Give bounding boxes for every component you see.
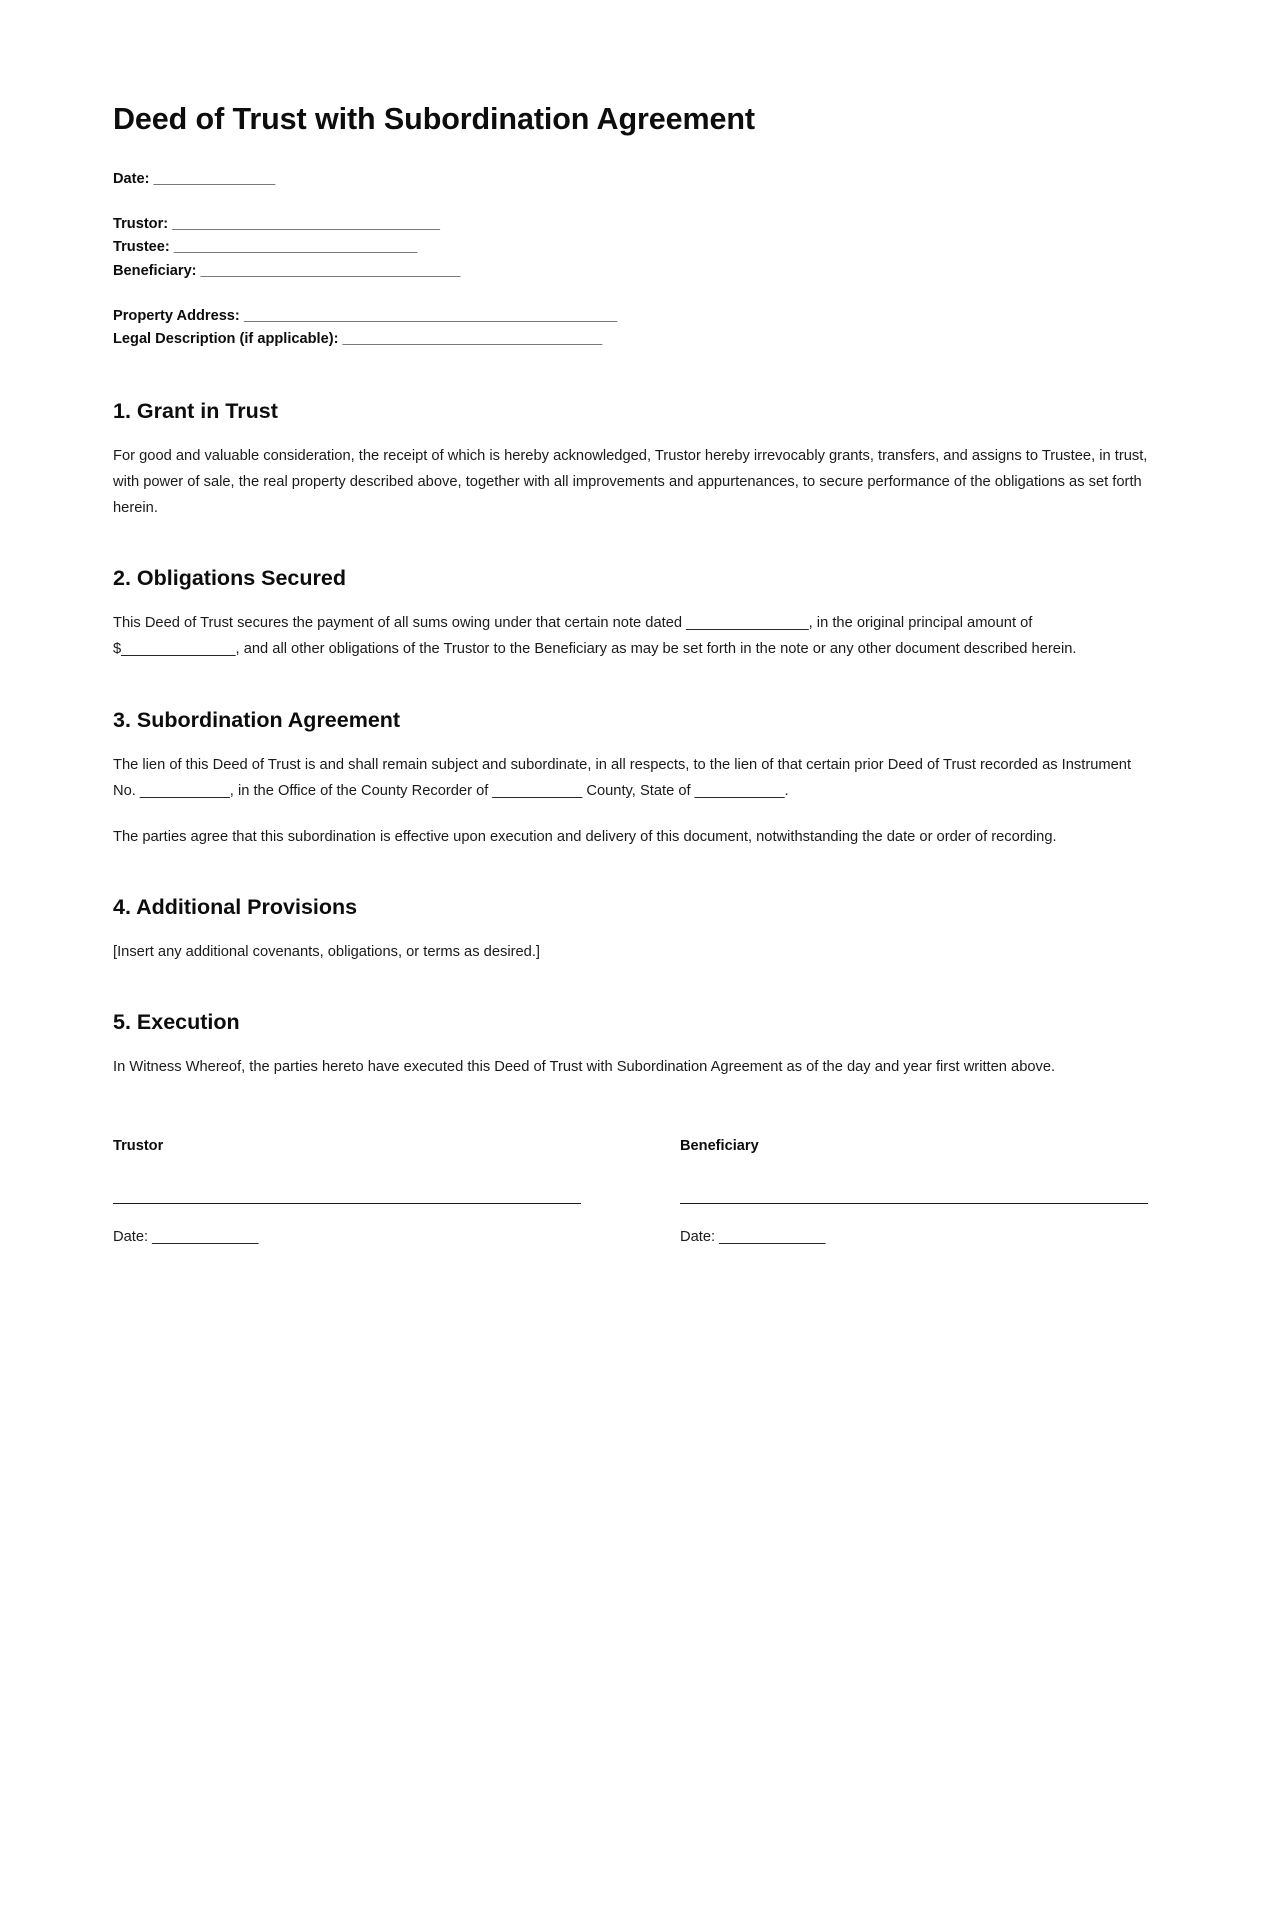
section-paragraph-subordination-2: The parties agree that this subordination is effective upon execution and delivery of this document, notwithstanding the date or order of recording. (113, 828, 1057, 845)
header-field-group-parties (113, 213, 1148, 284)
header-fields-block (113, 168, 1148, 352)
signature-column-beneficiary (680, 1136, 1148, 1249)
field-property-address-label: Property Address: (113, 307, 240, 324)
header-field-group-property (113, 305, 1148, 352)
field-legal-description (113, 328, 1148, 352)
page-title: Deed of Trust with Subordination Agreement (113, 102, 755, 136)
signature-line-beneficiary[interactable] (680, 1203, 1148, 1204)
field-trustee (113, 236, 1148, 260)
field-trustee-blank[interactable]: ______________________________ (169, 239, 418, 256)
signature-role-trustor: Trustor (113, 1138, 164, 1155)
section-paragraph-execution: In Witness Whereof, the parties hereto have executed this Deed of Trust with Subordination Agreement as of the day and year first written above. (113, 1059, 1056, 1076)
field-property-address (113, 305, 1148, 329)
section-heading-subordination-agreement: 3. Subordination Agreement (113, 707, 401, 732)
signature-column-trustor (113, 1136, 581, 1249)
section-paragraph-obligations-secured: This Deed of Trust secures the payment of all sums owing under that certain note dated _______________, in the original principal amount of $______________, and all other obligations of the Trustor to the Beneficiary as may be set forth in the note or any other document described herein. (113, 615, 1077, 658)
field-beneficiary-label: Beneficiary: (113, 263, 197, 280)
signature-block (113, 1136, 1148, 1249)
field-legal-description-label: Legal Description (if applicable): (113, 331, 339, 348)
section-paragraph-subordination-1: The lien of this Deed of Trust is and shall remain subject and subordinate, in all respects, to the lien of that certain prior Deed of Trust recorded as Instrument No. ___________, in the Office of the County Recorder of ___________ County, State of ___________. (113, 756, 1132, 799)
section-paragraph-additional-provisions: [Insert any additional covenants, obligations, or terms as desired.] (113, 943, 540, 960)
field-beneficiary-blank[interactable]: ________________________________ (196, 263, 461, 280)
signature-role-beneficiary: Beneficiary (680, 1138, 759, 1155)
field-date (113, 168, 1148, 192)
signature-line-trustor[interactable] (113, 1203, 581, 1204)
field-trustor-label: Trustor: (113, 215, 169, 232)
field-legal-description-blank[interactable]: ________________________________ (338, 331, 603, 348)
section-heading-additional-provisions: 4. Additional Provisions (113, 895, 358, 920)
signature-date-trustor[interactable]: Date: _____________ (113, 1229, 259, 1246)
section-paragraph-grant-in-trust: For good and valuable consideration, the receipt of which is hereby acknowledged, Trustor hereby irrevocably grants, transfers, and assigns to Trustee, in trust, with power of sale, the real property described above, together with all improvements and appurtenances, to secure performance of the obligations as set forth herein. (113, 447, 1148, 517)
field-date-label: Date: (113, 171, 150, 188)
field-trustee-label: Trustee: (113, 239, 170, 256)
field-property-address-blank[interactable]: ______________________________________________ (239, 307, 618, 324)
field-trustor (113, 213, 1148, 237)
header-field-group-date (113, 168, 1148, 192)
section-heading-grant-in-trust: 1. Grant in Trust (113, 398, 278, 423)
document-content (113, 100, 1148, 1250)
signature-date-beneficiary[interactable]: Date: _____________ (680, 1229, 826, 1246)
section-heading-obligations-secured: 2. Obligations Secured (113, 566, 346, 591)
field-date-blank[interactable]: _______________ (149, 171, 276, 188)
field-beneficiary (113, 260, 1148, 284)
section-heading-execution: 5. Execution (113, 1010, 240, 1035)
field-trustor-blank[interactable]: _________________________________ (168, 215, 441, 232)
